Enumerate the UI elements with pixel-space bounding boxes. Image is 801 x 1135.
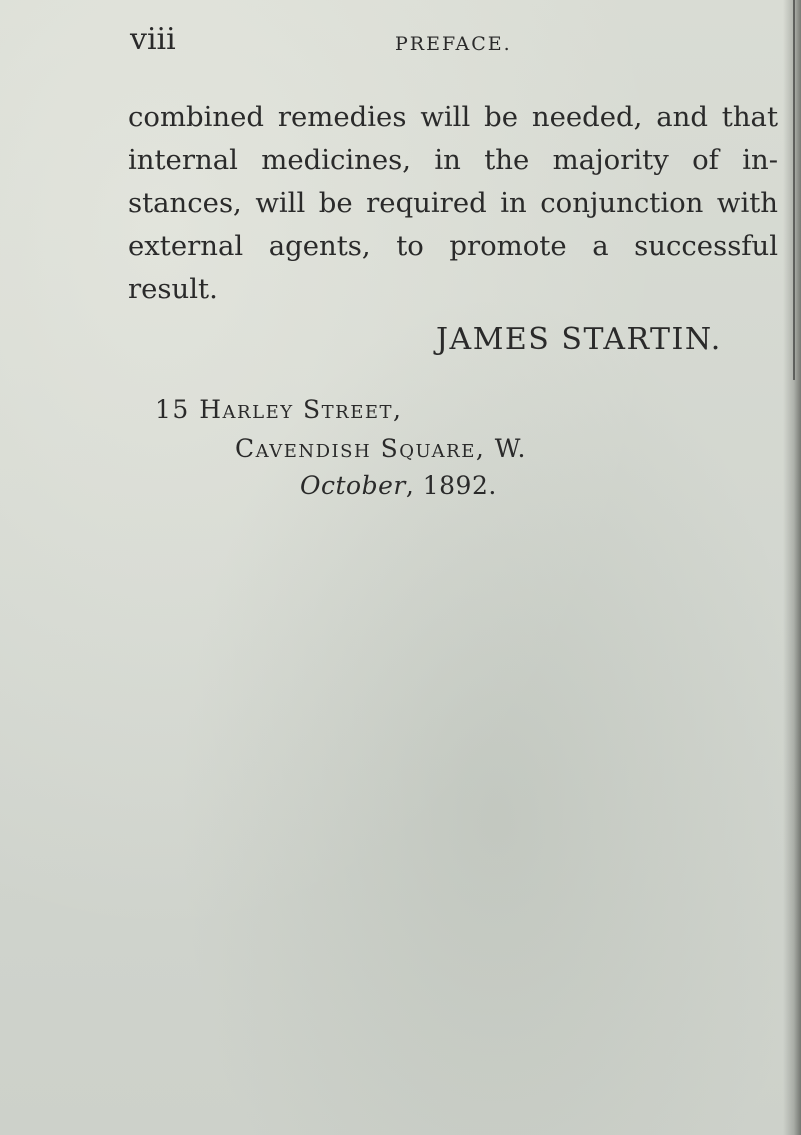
page-edge-line	[793, 0, 795, 380]
date-year: , 1892.	[405, 471, 497, 500]
running-title: PREFACE.	[395, 33, 512, 55]
page-number: viii	[130, 22, 176, 57]
address-date	[300, 471, 497, 500]
binding-shadow	[783, 0, 801, 1135]
address-square: Cavendish Square, W.	[235, 434, 527, 463]
date-month: October	[300, 471, 406, 500]
address-street: 15 Harley Street,	[155, 395, 403, 424]
running-head	[130, 22, 530, 62]
body-paragraph: combined remedies will be needed, and that internal medicines, in the majority of in- stances, will be required in conjunction with external agents, to promote a successful result.	[128, 101, 778, 305]
body-text	[128, 96, 778, 311]
author-signature: JAMES STARTIN.	[436, 322, 722, 357]
